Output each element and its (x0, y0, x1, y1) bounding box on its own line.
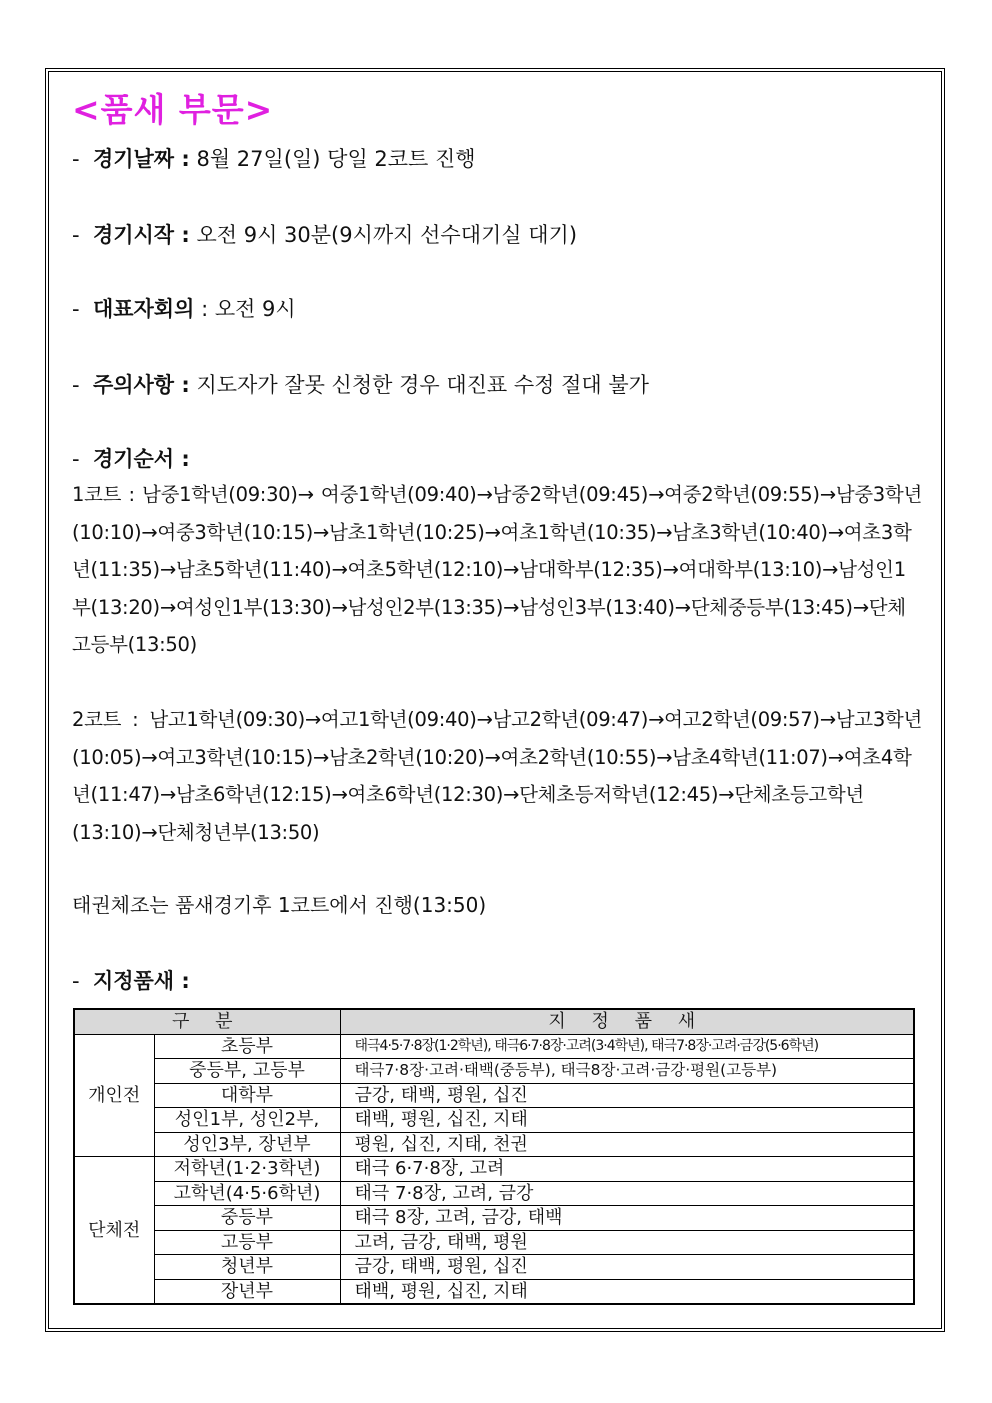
row-category: 고학년(4·5·6학년) (154, 1181, 340, 1206)
row-category: 대학부 (154, 1083, 340, 1108)
row-category: 성인1부, 성인2부, (154, 1108, 340, 1133)
row-poomsae: 금강, 태백, 평원, 십진 (340, 1083, 914, 1108)
table-row (74, 1108, 914, 1133)
row-poomsae: 금강, 태백, 평원, 십진 (340, 1255, 914, 1280)
group-team: 단체전 (74, 1157, 154, 1305)
table-row (74, 1059, 914, 1084)
order-label: 경기순서 : (92, 447, 190, 471)
table-row (74, 1132, 914, 1157)
designated-poomsae-table (73, 1008, 915, 1305)
table-header-row (74, 1009, 914, 1034)
notice-line: - 주의사항 : 지도자가 잘못 신청한 경우 대진표 수정 절대 불가 (72, 373, 649, 397)
table-row (74, 1157, 914, 1182)
row-poomsae: 태극 8장, 고려, 금강, 태백 (340, 1206, 914, 1231)
row-poomsae: 태백, 평원, 십진, 지태 (340, 1279, 914, 1304)
meeting-value: : 오전 9시 (201, 297, 296, 321)
table-row (74, 1279, 914, 1304)
row-category: 중등부, 고등부 (154, 1059, 340, 1084)
section-title: <품새 부문> (72, 90, 274, 129)
row-poomsae: 평원, 십진, 지태, 천권 (340, 1132, 914, 1157)
order-line: - 경기순서 : (72, 447, 190, 471)
group-individual: 개인전 (74, 1034, 154, 1157)
table-row (74, 1034, 914, 1059)
designated-label: 지정품새 : (92, 969, 190, 993)
row-category: 청년부 (154, 1255, 340, 1280)
court2-schedule: 2코트 : 남고1학년(09:30)→여고1학년(09:40)→남고2학년(09:47)→여고2학년(09:57)→남고3학년(10:05)→여고3학년(10:15)→남초2학년(10:20)→여초2학년(10:55)→남초4학년(11:07)→여초4학년(11:47)→남초6학년(12:15)→여초6학년(12:30)→단체초등저학년(12:45)→단체초등고학년(13:10)→단체청년부(13:50) (72, 708, 922, 844)
row-category: 장년부 (154, 1279, 340, 1304)
match-start-label: 경기시작 : (92, 223, 190, 247)
header-category: 구 분 (74, 1009, 340, 1034)
row-category: 초등부 (154, 1034, 340, 1059)
row-poomsae: 태극 6·7·8장, 고려 (340, 1157, 914, 1182)
row-poomsae: 태극7·8장·고려·태백(중등부), 태극8장·고려·금강·평원(고등부) (340, 1059, 914, 1084)
row-poomsae: 태백, 평원, 십진, 지태 (340, 1108, 914, 1133)
table-row (74, 1230, 914, 1255)
row-category: 중등부 (154, 1206, 340, 1231)
notice-value: 지도자가 잘못 신청한 경우 대진표 수정 절대 불가 (196, 373, 649, 397)
match-start-value: 오전 9시 30분(9시까지 선수대기실 대기) (196, 223, 578, 247)
match-date-label: 경기날짜 : (92, 147, 190, 171)
notice-label: 주의사항 : (92, 373, 190, 397)
meeting-label: 대표자회의 (92, 297, 195, 321)
header-poomsae: 지 정 품 새 (340, 1009, 914, 1034)
match-date-line: - 경기날짜 : 8월 27일(일) 당일 2코트 진행 (72, 147, 476, 171)
table-row (74, 1083, 914, 1108)
table-row (74, 1255, 914, 1280)
match-date-value: 8월 27일(일) 당일 2코트 진행 (196, 147, 476, 171)
court1-schedule: 1코트 : 남중1학년(09:30)→ 여중1학년(09:40)→남중2학년(09:45)→여중2학년(09:55)→남중3학년(10:10)→여중3학년(10:15)→남초1학년(10:25)→여초1학년(10:35)→남초3학년(10:40)→여초3학년(11:35)→남초5학년(11:40)→여초5학년(12:10)→남대학부(12:35)→여대학부(13:10)→남성인1부(13:20)→여성인1부(13:30)→남성인2부(13:35)→남성인3부(13:40)→단체중등부(13:45)→단체고등부(13:50) (72, 483, 922, 656)
row-poomsae: 태극4·5·7·8장(1·2학년), 태극6·7·8장·고려(3·4학년), 태극7·8장·고려·금강(5·6학년) (340, 1034, 914, 1059)
match-start-line: - 경기시작 : 오전 9시 30분(9시까지 선수대기실 대기) (72, 223, 578, 247)
designated-line: - 지정품새 : (72, 969, 190, 993)
document-body (72, 84, 922, 993)
row-category: 성인3부, 장년부 (154, 1132, 340, 1157)
row-category: 저학년(1·2·3학년) (154, 1157, 340, 1182)
row-poomsae: 고려, 금강, 태백, 평원 (340, 1230, 914, 1255)
taekwon-aerobics-note: 태권체조는 품새경기후 1코트에서 진행(13:50) (72, 893, 487, 917)
row-category: 고등부 (154, 1230, 340, 1255)
row-poomsae: 태극 7·8장, 고려, 금강 (340, 1181, 914, 1206)
meeting-line: - 대표자회의 : 오전 9시 (72, 297, 296, 321)
table-row (74, 1181, 914, 1206)
table-row (74, 1206, 914, 1231)
